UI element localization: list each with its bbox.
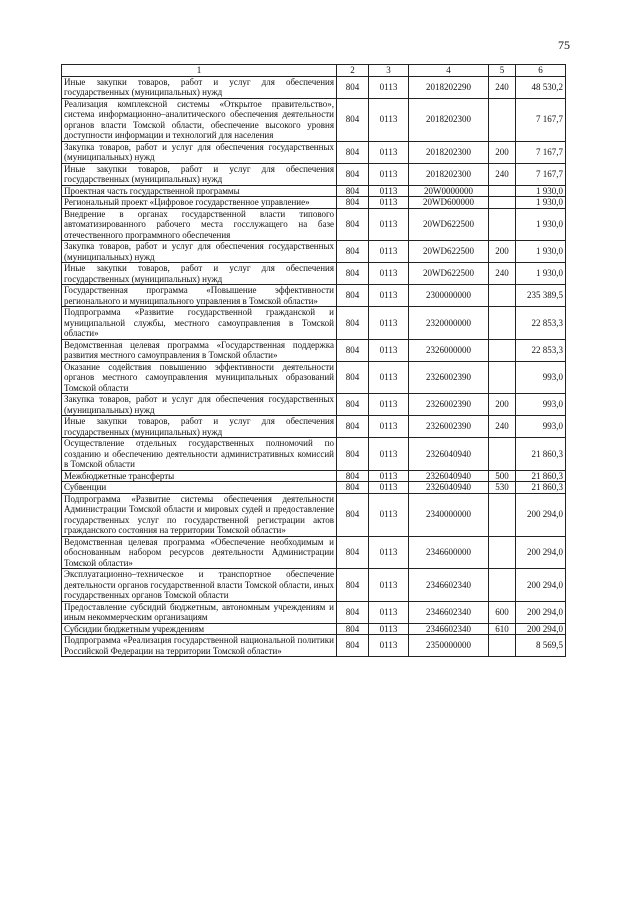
row-name: Подпрограмма «Реализация государственной национальной политики Российской Федерации на территории Томской области»	[62, 635, 337, 657]
row-target-code: 2326002390	[409, 416, 489, 438]
header-col-3: 3	[369, 65, 409, 77]
table-header-row	[62, 65, 566, 77]
row-section-code: 0113	[369, 98, 409, 141]
row-section-code: 0113	[369, 635, 409, 657]
row-name: Проектная часть государственной программы	[62, 185, 337, 197]
row-name: Предоставление субсидий бюджетным, автономным учреждениям и иным некоммерческим организациям	[62, 601, 337, 623]
row-section-code: 0113	[369, 339, 409, 361]
row-ved-code: 804	[337, 438, 369, 471]
row-ved-code: 804	[337, 208, 369, 241]
row-amount: 200 294,0	[516, 601, 566, 623]
row-target-code: 2346602340	[409, 569, 489, 602]
row-section-code: 0113	[369, 141, 409, 163]
row-expense-type: 500	[489, 470, 516, 482]
row-amount: 22 853,3	[516, 307, 566, 340]
row-name: Осуществление отдельных государственных полномочий по созданию и обеспечению деятельности административных комиссий в Томской области	[62, 438, 337, 471]
row-ved-code: 804	[337, 394, 369, 416]
row-target-code: 2018202290	[409, 76, 489, 98]
row-ved-code: 804	[337, 601, 369, 623]
row-expense-type: 240	[489, 416, 516, 438]
row-section-code: 0113	[369, 482, 409, 494]
table-row	[62, 493, 566, 536]
row-section-code: 0113	[369, 623, 409, 635]
row-section-code: 0113	[369, 438, 409, 471]
row-ved-code: 804	[337, 141, 369, 163]
row-expense-type: 200	[489, 241, 516, 263]
row-name: Иные закупки товаров, работ и услуг для обеспечения государственных (муниципальных) нужд	[62, 263, 337, 285]
row-ved-code: 804	[337, 635, 369, 657]
header-col-4: 4	[409, 65, 489, 77]
table-row	[62, 339, 566, 361]
row-ved-code: 804	[337, 285, 369, 307]
row-ved-code: 804	[337, 623, 369, 635]
row-amount: 7 167,7	[516, 141, 566, 163]
table-row	[62, 536, 566, 569]
row-name: Реализация комплексной системы «Открытое правительство», система информационно–аналитического обеспечения деятельности органов власти Томской области, обеспечение высокого уровня доступности информации и технологий для населения	[62, 98, 337, 141]
row-target-code: 20WD622500	[409, 263, 489, 285]
row-amount: 7 167,7	[516, 163, 566, 185]
row-amount: 1 930,0	[516, 263, 566, 285]
row-section-code: 0113	[369, 493, 409, 536]
row-expense-type: 200	[489, 394, 516, 416]
budget-table	[61, 64, 566, 657]
row-expense-type	[489, 438, 516, 471]
table-row	[62, 285, 566, 307]
row-expense-type: 240	[489, 76, 516, 98]
row-section-code: 0113	[369, 307, 409, 340]
row-amount: 48 530,2	[516, 76, 566, 98]
row-target-code: 2346602340	[409, 601, 489, 623]
row-target-code: 2300000000	[409, 285, 489, 307]
row-name: Межбюджетные трансферты	[62, 470, 337, 482]
row-expense-type	[489, 569, 516, 602]
row-section-code: 0113	[369, 416, 409, 438]
row-ved-code: 804	[337, 361, 369, 394]
row-ved-code: 804	[337, 470, 369, 482]
row-name: Субсидии бюджетным учреждениям	[62, 623, 337, 635]
row-expense-type: 200	[489, 141, 516, 163]
table-row	[62, 263, 566, 285]
row-amount: 993,0	[516, 361, 566, 394]
row-expense-type	[489, 185, 516, 197]
row-amount: 21 860,3	[516, 482, 566, 494]
row-expense-type	[489, 536, 516, 569]
table-row	[62, 185, 566, 197]
row-ved-code: 804	[337, 536, 369, 569]
row-amount: 21 860,3	[516, 438, 566, 471]
row-ved-code: 804	[337, 493, 369, 536]
table-row	[62, 307, 566, 340]
row-name: Закупка товаров, работ и услуг для обеспечения государственных (муниципальных) нужд	[62, 141, 337, 163]
row-ved-code: 804	[337, 339, 369, 361]
row-target-code: 20WD600000	[409, 197, 489, 209]
row-expense-type: 240	[489, 163, 516, 185]
row-target-code: 2326002390	[409, 361, 489, 394]
row-section-code: 0113	[369, 241, 409, 263]
row-amount: 200 294,0	[516, 569, 566, 602]
row-section-code: 0113	[369, 536, 409, 569]
row-ved-code: 804	[337, 569, 369, 602]
row-name: Закупка товаров, работ и услуг для обеспечения государственных (муниципальных) нужд	[62, 394, 337, 416]
row-amount: 1 930,0	[516, 197, 566, 209]
row-target-code: 20WD622500	[409, 208, 489, 241]
table-row	[62, 241, 566, 263]
row-target-code: 2018202300	[409, 163, 489, 185]
row-name: Ведомственная целевая программа «Государственная поддержка развития местного самоуправления в Томской области»	[62, 339, 337, 361]
row-section-code: 0113	[369, 185, 409, 197]
row-ved-code: 804	[337, 98, 369, 141]
table-row	[62, 470, 566, 482]
row-amount: 1 930,0	[516, 208, 566, 241]
row-amount: 200 294,0	[516, 536, 566, 569]
row-target-code: 2346600000	[409, 536, 489, 569]
row-amount: 993,0	[516, 416, 566, 438]
row-amount: 8 569,5	[516, 635, 566, 657]
row-target-code: 2320000000	[409, 307, 489, 340]
row-target-code: 2018202300	[409, 98, 489, 141]
row-name: Ведомственная целевая программа «Обеспечение необходимым и обоснованным набором ресурсов деятельности Администрации Томской области»	[62, 536, 337, 569]
row-amount: 21 860,3	[516, 470, 566, 482]
row-section-code: 0113	[369, 569, 409, 602]
row-section-code: 0113	[369, 361, 409, 394]
row-name: Подпрограмма «Развитие системы обеспечения деятельности Администрации Томской области и мировых судей и предоставление государственных услуг по государственной регистрации актов гражданского состояния на территории Томской области»	[62, 493, 337, 536]
row-target-code: 2326040940	[409, 482, 489, 494]
row-expense-type	[489, 635, 516, 657]
row-ved-code: 804	[337, 263, 369, 285]
table-row	[62, 569, 566, 602]
table-row	[62, 197, 566, 209]
table-row	[62, 394, 566, 416]
row-amount: 7 167,7	[516, 98, 566, 141]
table-row	[62, 163, 566, 185]
page-number: 75	[558, 38, 570, 52]
row-amount: 1 930,0	[516, 241, 566, 263]
row-target-code: 2326040940	[409, 470, 489, 482]
row-expense-type: 240	[489, 263, 516, 285]
row-name: Закупка товаров, работ и услуг для обеспечения государственных (муниципальных) нужд	[62, 241, 337, 263]
row-expense-type	[489, 339, 516, 361]
row-name: Субвенции	[62, 482, 337, 494]
table-row	[62, 76, 566, 98]
row-ved-code: 804	[337, 241, 369, 263]
table-row	[62, 361, 566, 394]
row-section-code: 0113	[369, 163, 409, 185]
row-target-code: 2326002390	[409, 394, 489, 416]
row-ved-code: 804	[337, 197, 369, 209]
row-name: Эксплуатационно–техническое и транспортное обеспечение деятельности органов государственной власти Томской области, иных государственных органов Томской области	[62, 569, 337, 602]
table-row	[62, 623, 566, 635]
row-section-code: 0113	[369, 394, 409, 416]
row-target-code: 2340000000	[409, 493, 489, 536]
row-name: Оказание содействия повышению эффективности деятельности органов местного самоуправления муниципальных образований Томской области	[62, 361, 337, 394]
row-target-code: 20W0000000	[409, 185, 489, 197]
row-ved-code: 804	[337, 163, 369, 185]
header-col-6: 6	[516, 65, 566, 77]
row-ved-code: 804	[337, 185, 369, 197]
row-section-code: 0113	[369, 601, 409, 623]
row-section-code: 0113	[369, 285, 409, 307]
row-amount: 22 853,3	[516, 339, 566, 361]
row-section-code: 0113	[369, 470, 409, 482]
row-amount: 235 389,5	[516, 285, 566, 307]
table-row	[62, 98, 566, 141]
row-name: Государственная программа «Повышение эффективности регионального и муниципального управления в Томской области»	[62, 285, 337, 307]
row-target-code: 2346602340	[409, 623, 489, 635]
row-expense-type: 600	[489, 601, 516, 623]
row-section-code: 0113	[369, 76, 409, 98]
row-section-code: 0113	[369, 263, 409, 285]
header-col-2: 2	[337, 65, 369, 77]
row-expense-type	[489, 493, 516, 536]
row-expense-type	[489, 307, 516, 340]
row-name: Региональный проект «Цифровое государственное управление»	[62, 197, 337, 209]
header-col-5: 5	[489, 65, 516, 77]
row-target-code: 20WD622500	[409, 241, 489, 263]
row-target-code: 2018202300	[409, 141, 489, 163]
row-name: Подпрограмма «Развитие государственной гражданской и муниципальной службы, местного самоуправления в Томской области»	[62, 307, 337, 340]
table-row	[62, 438, 566, 471]
table-row	[62, 601, 566, 623]
row-amount: 1 930,0	[516, 185, 566, 197]
row-name: Внедрение в органах государственной власти типового автоматизированного рабочего места госслужащего на базе отечественного программного обеспечения	[62, 208, 337, 241]
row-expense-type	[489, 197, 516, 209]
table-row	[62, 141, 566, 163]
row-ved-code: 804	[337, 482, 369, 494]
row-target-code: 2326000000	[409, 339, 489, 361]
row-ved-code: 804	[337, 416, 369, 438]
table-row	[62, 416, 566, 438]
row-expense-type	[489, 98, 516, 141]
row-name: Иные закупки товаров, работ и услуг для обеспечения государственных (муниципальных) нужд	[62, 163, 337, 185]
row-amount: 200 294,0	[516, 493, 566, 536]
row-ved-code: 804	[337, 307, 369, 340]
row-expense-type: 610	[489, 623, 516, 635]
row-name: Иные закупки товаров, работ и услуг для обеспечения государственных (муниципальных) нужд	[62, 416, 337, 438]
row-target-code: 2350000000	[409, 635, 489, 657]
row-section-code: 0113	[369, 208, 409, 241]
row-name: Иные закупки товаров, работ и услуг для обеспечения государственных (муниципальных) нужд	[62, 76, 337, 98]
table-row	[62, 635, 566, 657]
row-section-code: 0113	[369, 197, 409, 209]
row-amount: 993,0	[516, 394, 566, 416]
table-row	[62, 482, 566, 494]
row-expense-type	[489, 285, 516, 307]
row-ved-code: 804	[337, 76, 369, 98]
row-expense-type	[489, 361, 516, 394]
row-amount: 200 294,0	[516, 623, 566, 635]
row-expense-type	[489, 208, 516, 241]
header-col-1: 1	[62, 65, 337, 77]
row-expense-type: 530	[489, 482, 516, 494]
table-row	[62, 208, 566, 241]
row-target-code: 2326040940	[409, 438, 489, 471]
